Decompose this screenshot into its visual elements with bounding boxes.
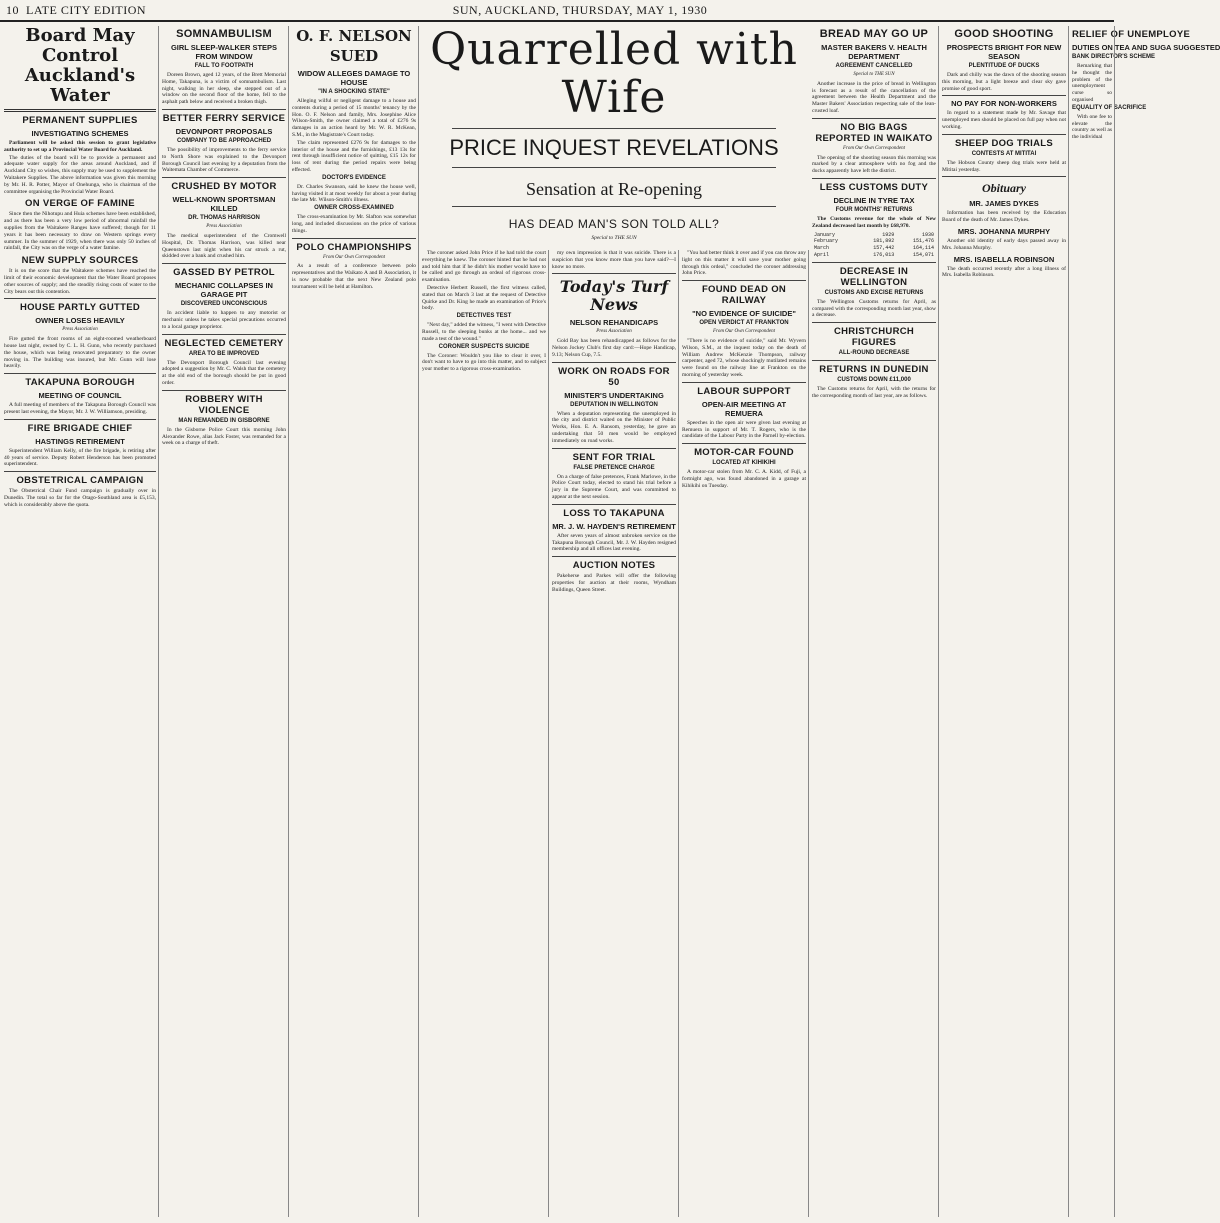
subhead-coroner: CORONER SUSPECTS SUICIDE	[438, 343, 530, 350]
subhead-sportsman: WELL-KNOWN SPORTSMAN KILLED	[172, 195, 276, 214]
headline-sheep-dog: SHEEP DOG TRIALS	[954, 137, 1054, 149]
headline-railway: FOUND DEAD ON RAILWAY	[701, 284, 787, 307]
article-body: The medical superintendent of the Cromwell Hospital, Dr. Thomas Harrison, was killed near Queenstown last night when his car struck a rut, skidded over a bank and crushed him.	[162, 232, 286, 260]
subhead-remanded: MAN REMANDED IN GISBORNE	[178, 417, 270, 424]
article-body: Dark and chilly was the dawn of the shooting season this morning, but a light breeze and clear sky gave promise of good sport.	[942, 72, 1066, 92]
headline-dunedin: RETURNS IN DUNEDIN	[819, 364, 929, 376]
subhead-customs-down: CUSTOMS DOWN £11,000	[837, 377, 911, 384]
credit: From Our Own Correspondent	[323, 254, 385, 260]
headline-nelson-sued: O. F. NELSON SUED	[296, 27, 412, 65]
article-body: The Devonport Borough Council last evening adopted a suggestion by Mr. C. Walsh that the cemetery at the old end of the borough should be put in good order.	[162, 359, 286, 386]
headline-takapuna: TAKAPUNA BOROUGH	[25, 377, 135, 389]
headline-christchurch: CHRISTCHURCH FIGURES	[833, 326, 915, 349]
column-3	[292, 26, 416, 1217]
subhead-sleepwalker: GIRL SLEEP-WALKER STEPS FROM WINDOW	[170, 43, 278, 61]
subhead-nelson: NELSON REHANDICAPS	[569, 318, 659, 328]
article-body: Remarking that he thought the problem of the unemployment curse so organised	[1072, 63, 1112, 103]
subhead-council: MEETING OF COUNCIL	[38, 391, 122, 401]
subhead-devonport: DEVONPORT PROPOSALS	[175, 126, 273, 136]
article-body: Dr. Charles Swanson, said he knew the house well, having visited it at most weekly for about a year during the late Mr. Wilson-Smith's illness.	[292, 183, 416, 204]
credit: Press Association	[596, 329, 632, 335]
article-body: The duties of the board will be to provide a permanent and adequate water supply for the areas around Auckland, and if Auckland City so wishes, this supply may be used to supplement the Waitakere Supplies. The above information was given this morning by Mr. H. R. Potter, Mayor of Onehunga, who is chairman of the committee organising the Provincial Water Board.	[4, 154, 156, 195]
subhead-bakers: MASTER BAKERS V. HEALTH DEPARTMENT	[821, 43, 927, 61]
article-body: Another increase in the price of bread in Wellington is forecast as a result of the cancellation of the agreement between the Health Department and the Master Bakers' Association respecting sale of the lean-crusted loaf.	[812, 80, 936, 114]
article-body: It is on the score that the Waitakere schemes have reached the limit of their economic development that the Water Board proposes other sources of supply; and the steadily rising costs of water to the City bears out this contention.	[4, 268, 156, 295]
headline-bread: BREAD MAY GO UP	[819, 28, 929, 40]
subhead-equality: EQUALITY OF SACRIFICE	[1072, 104, 1147, 111]
headline-big-bags: NO BIG BAGS REPORTED IN WAIKATO	[815, 121, 933, 144]
subhead-owner-loses: OWNER LOSES HEAVILY	[35, 316, 125, 326]
credit: Special to THE SUN	[853, 72, 895, 77]
headline-house-gutted: HOUSE PARTLY GUTTED	[19, 302, 141, 314]
headline-cemetery: NEGLECTED CEMETERY	[164, 337, 284, 349]
article-body: The cross-examination by Mr. Slafton was somewhat long, and included discussions on the price of various things.	[292, 214, 416, 234]
subhead-doctor: DOCTOR'S EVIDENCE	[322, 174, 386, 181]
masthead	[0, 0, 1114, 22]
column-1	[4, 26, 156, 1217]
subhead-fall: FALL TO FOOTPATH	[194, 63, 254, 69]
article-body: Information has been received by the Education Board of the death of Mr. James Dykes.	[942, 210, 1066, 224]
subhead-four-months: FOUR MONTHS' RETURNS	[835, 206, 913, 213]
article-body: A motor-car stolen from Mr. C. A. Kidd, of Fuji, a fortnight ago, was found abandoned in a garage at Kihikihi on Tuesday.	[682, 469, 806, 489]
subhead-supply-sources: NEW SUPPLY SOURCES	[21, 255, 139, 267]
obit-robinson: MRS. ISABELLA ROBINSON	[953, 254, 1055, 264]
article-body: The Customs returns for April, with the returns for the corresponding month of last year, are as follows.	[812, 386, 936, 399]
article-body: "You had better think it over and if you can throw any light on this matter it will save your mother going through this ordeal," concluded the coroner addressing John Price.	[682, 250, 806, 277]
subhead-false-pretence: FALSE PRETENCE CHARGE	[573, 464, 655, 471]
headline-polo: POLO CHAMPIONSHIPS	[296, 241, 412, 253]
subhead-tyre: DECLINE IN TYRE TAX	[833, 195, 915, 205]
headline-fire-chief: FIRE BRIGADE CHIEF	[27, 422, 133, 434]
subhead-detectives: DETECTIVES TEST	[456, 313, 512, 320]
column-4	[422, 250, 546, 1217]
subhead-mititai: CONTESTS AT MITITAI	[971, 150, 1037, 157]
article-body: In the Gisborne Police Court this morning John Alexander Rowe, alias Jack Foster, was remanded for a week on a charge of theft.	[162, 426, 286, 447]
article-body: In accident liable to happen to any motorist or mechanic unless he takes special precautions occurred to a local garage proprietor.	[162, 310, 286, 330]
credit: From Our Own Correspondent	[713, 329, 775, 335]
column-8	[942, 26, 1066, 1217]
main-banner	[422, 26, 806, 241]
headline-ferry: BETTER FERRY SERVICE	[162, 112, 286, 124]
paper-dateline: SUN, AUCKLAND, THURSDAY, MAY 1, 1930	[452, 2, 708, 17]
article-body: The death occurred recently after a long illness of Mrs. Isabella Robinson.	[942, 265, 1066, 279]
headline-takapuna-loss: LOSS TO TAKAPUNA	[563, 507, 665, 519]
subhead-mechanic: MECHANIC COLLAPSES IN GARAGE PIT	[175, 281, 273, 300]
obituary-heading: Obituary	[981, 181, 1026, 196]
customs-table	[812, 232, 936, 259]
article-body: Detective Herbert Russell, the first witness called, stated that on March 3 last at the request of Detective Quirke and Dr. King he made an examination of Price's body.	[422, 284, 546, 312]
article-body: "There is no evidence of suicide," said Mr. Wyvern Wilson, S.M., at the inquest today on the death of William Andrew McKenzie Thompson, railway carpenter, aged 72, whose shockingly mutilated remains were found on the railway line at Frankton on the morning of yesterday week.	[682, 337, 806, 378]
article-body: The Hobson County sheep dog trials were held at Mititai yesterday.	[942, 159, 1066, 173]
subhead-hayden: MR. J. W. HAYDEN'S RETIREMENT	[552, 521, 676, 531]
table-row: March 157,442 164,114	[814, 245, 934, 252]
subhead-bank-director: BANK DIRECTOR'S SCHEME	[1072, 54, 1155, 60]
table-row: January 1929 1930	[814, 231, 934, 238]
page-edition: 10 LATE CITY EDITION	[6, 2, 147, 17]
subhead-area: AREA TO BE IMPROVED	[188, 350, 260, 357]
subhead-shocking: "IN A SHOCKING STATE"	[318, 89, 390, 95]
banner-deck1: PRICE INQUEST REVELATIONS	[449, 135, 779, 160]
article-body: Alleging wilful or negligent damage to a house and contents during a period of 15 months' tenancy by the Hon. O. F. Nelson and family, Mrs. Josephine Alice Wilson-Smith, the owner claimed a total of £276 9s damages in an action heard by Mr. W. R. McKean, S.M., in the Magistrate's Court today.	[292, 98, 416, 138]
banner-credit: Special to THE SUN	[591, 235, 637, 241]
subhead-harrison: DR. THOMAS HARRISON	[188, 215, 260, 222]
turf-news-heading: Today's Turf News	[559, 277, 669, 315]
article-body: Superintendent William Kelly, of the fire brigade, is retiring after 40 years of service. Deputy Robert Henderson has been promoted superintendent.	[4, 447, 156, 468]
article-body: Since then the Nihotupu and Huia schemes have been established, and as there has been a very low period of abnormal rainfall the supplies from the Waitakere Ranges have suffered; though for 11 years it has been necessary to draw on Western springs every summer. In the summer of 1929, when there was only 50 inches of rainfall, the City was on the verge of a water famine.	[4, 211, 156, 252]
article-body: In regard to a statement made by Mr. Savage that unemployed men should be placed on full pay when not working.	[942, 110, 1066, 130]
headline-unemploye: RELIEF OF UNEMPLOYE	[1072, 29, 1191, 40]
headline-auction: AUCTION NOTES	[572, 560, 656, 572]
banner-deck2: Sensation at Re-opening	[526, 179, 702, 199]
article-body: my own impression is that it was suicide. There is a suspicion that you know more than you have said?—I know no more.	[552, 250, 676, 270]
article-body: The opening of the shooting season this morning was marked by a clear atmosphere with no fog and the ducks apparently have left the district.	[812, 154, 936, 175]
column-5	[552, 250, 676, 1217]
headline-trial: SENT FOR TRIAL	[572, 451, 656, 463]
article-body: Another old identity of early days passed away in Mrs. Johanna Murphy.	[942, 237, 1066, 251]
article-lead: Parliament will be asked this session to grant legislative authority to set up a Provincial Water Board for Auckland.	[4, 140, 156, 153]
subhead-deputation: DEPUTATION IN WELLINGTON	[570, 401, 658, 408]
article-body: The Obstetrical Chair Fund campaign is gradually over in Dunedin. The total so far for the Otago-Southland area is £5,153, which is considerably above the quota.	[4, 488, 156, 508]
headline-no-pay: NO PAY FOR NON-WORKERS	[951, 99, 1057, 109]
headline-somnambulism: SOMNAMBULISM	[176, 28, 272, 40]
article-body: When a deputation representing the unemployed in the city and district waited on the Minister of Public Works, Hon. E. A. Ransom, yesterday, he gave an undertaking that 50 men would be employed immediately on road works.	[552, 410, 676, 444]
column-6	[682, 250, 806, 1217]
subhead-duties: DUTIES ON TEA AND SUGA SUGGESTED	[1072, 43, 1220, 52]
article-body: The Wellington Customs returns for April, as compared with the corresponding month last year, show a decrease.	[812, 298, 936, 319]
article-body: The coroner asked John Price if he had told the court everything he knew. The coroner hinted that he had not and told him that if he didn't his mother would have to be called and go through an ordeal of rigorous cross-examination.	[422, 250, 546, 284]
subhead-open-verdict: OPEN VERDICT AT FRANKTON	[699, 320, 789, 327]
subhead-prospects: PROSPECTS BRIGHT FOR NEW SEASON	[946, 43, 1062, 61]
headline-customs: LESS CUSTOMS DUTY	[819, 181, 929, 193]
subhead-all-round: ALL-ROUND DECREASE	[838, 350, 910, 357]
table-row: April 176,013 154,071	[814, 251, 934, 258]
credit: From Our Own Correspondent	[843, 145, 905, 151]
banner-deck3: HAS DEAD MAN'S SON TOLD ALL?	[508, 217, 720, 231]
subhead-cross-examined: OWNER CROSS-EXAMINED	[314, 205, 394, 212]
article-body: Doreen Brown, aged 12 years, of the Brett Memorial Home, Takapuna, is a victim of somnambulism. Last night, walking in her sleep, she stepped out of a window on the second floor of the home, fell to the asphalt path below and received a broken thigh.	[162, 72, 286, 106]
headline-robbery: ROBBERY WITH VIOLENCE	[185, 393, 263, 416]
subhead-company: COMPANY TO BE APPROACHED	[176, 137, 272, 144]
obit-murphy: MRS. JOHANNA MURPHY	[957, 226, 1051, 236]
subhead-kihikihi: LOCATED AT KIHIKIHI	[712, 460, 776, 467]
article-body: The Coroner: Wouldn't you like to clear it over, I don't want to have to go into this matter, and to subject your mother to a rigorous cross-examination.	[422, 352, 546, 373]
article-body: A full meeting of members of the Takapuna Borough Council was present last evening, the Mayor, Mr. J. W. Williamson, presiding.	[4, 402, 156, 415]
subhead-ducks: PLENTITUDE OF DUCKS	[968, 63, 1040, 69]
subhead-permanent-supplies: PERMANENT SUPPLIES	[22, 115, 138, 126]
credit: Press Association	[62, 327, 98, 333]
subhead-unconscious: DISCOVERED UNCONSCIOUS	[180, 301, 268, 308]
article-body: On a charge of false pretences, Frank Marlowe, in the Police Court today, elected to stand his trial before a jury in the Supreme Court, and was committed to appear at the next session.	[552, 473, 676, 500]
subhead-widow: WIDOW ALLEGES DAMAGE TO HOUSE	[297, 69, 411, 87]
headline-shooting: GOOD SHOOTING	[954, 28, 1054, 40]
article-body: "Next day," added the witness, "I went with Detective Russell, to the sleeping bunks at the home... and we made a test of the wound."	[422, 322, 546, 342]
subhead-agreement: AGREEMENT CANCELLED	[835, 63, 913, 69]
table-row: February 181,892 151,476	[814, 238, 934, 245]
article-body: The possibility of improvements to the ferry service to North Shore was explained to the Devonport Borough Council last evening by a deputation from the Waitemata Chamber of Commerce.	[162, 146, 286, 174]
headline-obstetrical: OBSTETRICAL CAMPAIGN	[16, 475, 144, 487]
headline-motorcar: MOTOR-CAR FOUND	[694, 447, 794, 459]
column-2	[162, 26, 286, 1217]
article-body: Fire gutted the front rooms of an eight-roomed weatherboard house last night, owned by C. L. H. Gunn, who recently purchased the house, which was being renovated preparatory to the owner moving in. The building was insured, but Mr. Gunn will lose heavily.	[4, 336, 156, 370]
article-body: Speeches in the open air were given last evening at Remuera in support of Mr. T. Rogers, who is the candidate of the Labour Party in the Parnell by-election.	[682, 419, 806, 440]
headline-labour: LABOUR SUPPORT	[697, 385, 791, 397]
credit: Press Association	[206, 224, 242, 230]
headline-wellington-decrease: DECREASE IN WELLINGTON	[839, 265, 909, 288]
article-body: After seven years of almost unbroken service on the Takapuna Borough Council, Mr. J. W. Hayden resigned membership and all offices last evening.	[552, 532, 676, 553]
article-body: With one fee to elevate the country as well as the individual	[1072, 113, 1112, 141]
article-body: As a result of a conference between polo representatives and the Waikato A and B Association, it is now probable that the next New Zealand polo tournament will be held at Hamilton.	[292, 263, 416, 290]
article-body: The claim represented £276 9s for damages to the interior of the house and the furnishings, £13 13s for rent through insufficient notice of quitting, £15 12s for loss of rent during the period repairs were being effected.	[292, 139, 416, 173]
column-9	[1072, 26, 1220, 1217]
subhead-excise: CUSTOMS AND EXCISE RETURNS	[824, 289, 924, 296]
article-lead: The Customs revenue for the whole of New Zealand decreased last month by £68,970.	[812, 215, 936, 229]
subhead-remuera: OPEN-AIR MEETING AT REMUERA	[701, 399, 787, 418]
article-body: Pakeherse and Parkes will offer the following properties for auction at their rooms, Wyndham Buildings, Queen Street.	[552, 573, 676, 593]
headline-crushed: CRUSHED BY MOTOR	[171, 181, 277, 193]
subhead-famine: ON VERGE OF FAMINE	[25, 198, 135, 210]
headline-roads: WORK ON ROADS FOR 50	[558, 365, 670, 388]
subhead-hastings: HASTINGS RETIREMENT	[35, 436, 125, 446]
subhead-minister: MINISTER'S UNDERTAKING	[564, 390, 664, 400]
subhead-investigating: INVESTIGATING SCHEMES	[31, 129, 129, 138]
column-7	[812, 26, 936, 1217]
obit-dykes: MR. JAMES DYKES	[969, 199, 1039, 209]
headline-water-board: Board May Control Auckland's Water	[24, 25, 136, 106]
headline-gassed: GASSED BY PETROL	[173, 267, 275, 279]
banner-headline: Quarrelled with Wife	[430, 24, 798, 123]
subhead-no-evidence: "NO EVIDENCE OF SUICIDE"	[692, 309, 796, 319]
article-body: Gold Bay has been rehandicapped as follows for the Nelson Jockey Club's first day card:—Hope Handicap, 9.13; Nelson Cup, 7.5.	[552, 338, 676, 358]
